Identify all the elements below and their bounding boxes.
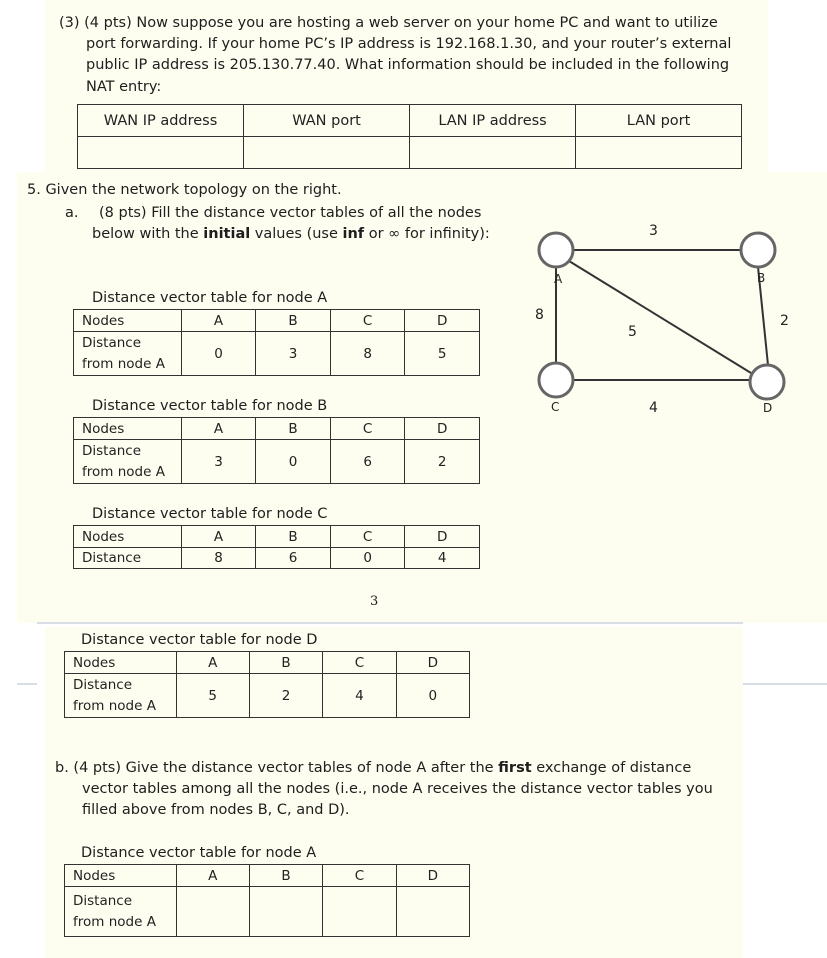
q5a-bold-inf: inf — [342, 226, 365, 242]
dv-table-node-d — [64, 651, 470, 718]
col-d: D — [396, 865, 469, 887]
value-c[interactable]: 4 — [323, 674, 396, 718]
row-label-line-1: Distance — [82, 442, 142, 459]
col-d: D — [405, 310, 480, 332]
col-a: A — [176, 865, 249, 887]
q5a-line-1: (8 pts) Fill the distance vector tables of all the nodes — [99, 205, 482, 221]
q3-line-2: port forwarding. If your home PC’s IP address is 192.168.1.30, and your router’s external — [86, 36, 732, 52]
divider — [743, 683, 827, 685]
node-d — [750, 365, 784, 399]
node-b — [741, 233, 775, 267]
col-c: C — [330, 526, 405, 548]
col-b: B — [249, 652, 322, 674]
q5a-line-2 — [92, 224, 490, 245]
table-ab-caption: Distance vector table for node A — [81, 845, 317, 861]
col-a: A — [181, 526, 256, 548]
value-d[interactable]: 0 — [396, 674, 469, 718]
weight-b-d: 2 — [780, 313, 789, 329]
edge-a-d — [569, 261, 751, 373]
value-b[interactable]: 2 — [249, 674, 322, 718]
value-a[interactable]: 0 — [181, 332, 256, 376]
answer-b[interactable] — [249, 887, 322, 937]
col-b: B — [256, 310, 331, 332]
col-d: D — [405, 526, 480, 548]
col-b: B — [256, 526, 331, 548]
value-c[interactable]: 0 — [330, 548, 405, 569]
row-label — [65, 674, 177, 718]
network-topology — [520, 210, 820, 420]
nat-wan-ip-cell[interactable] — [78, 137, 244, 169]
col-a: A — [181, 418, 256, 440]
node-c — [539, 363, 573, 397]
nat-header-lan-port: LAN port — [576, 105, 742, 137]
node-a — [539, 233, 573, 267]
nat-header-lan-ip: LAN IP address — [410, 105, 576, 137]
col-a: A — [181, 310, 256, 332]
divider — [17, 683, 37, 685]
table-a-caption: Distance vector table for node A — [92, 290, 328, 306]
row-label — [65, 887, 177, 937]
q3-line-1: (3) (4 pts) Now suppose you are hosting a web server on your home PC and want to utilize — [59, 15, 718, 31]
page-number: 3 — [370, 594, 379, 609]
table-d-caption: Distance vector table for node D — [81, 632, 318, 648]
row-label-line-1: Distance — [73, 676, 133, 693]
divider — [37, 622, 743, 624]
nat-lan-ip-cell[interactable] — [410, 137, 576, 169]
row-label-line-2: from node A — [82, 355, 165, 372]
header-nodes: Nodes — [65, 865, 177, 887]
q5b-text-a: b. (4 pts) Give the distance vector tables of node A after the — [55, 760, 499, 776]
col-b: B — [256, 418, 331, 440]
q5b-line-3: filled above from nodes B, C, and D). — [82, 802, 350, 818]
value-a[interactable]: 3 — [181, 440, 256, 484]
q5a-text-b: values (use — [250, 226, 343, 242]
col-d: D — [405, 418, 480, 440]
node-b-label: B — [757, 271, 766, 285]
value-a[interactable]: 5 — [176, 674, 249, 718]
nat-header-wan-ip: WAN IP address — [78, 105, 244, 137]
nat-lan-port-cell[interactable] — [576, 137, 742, 169]
nat-table — [77, 104, 742, 169]
dv-table-node-c — [73, 525, 480, 569]
value-d[interactable]: 5 — [405, 332, 480, 376]
row-label — [74, 440, 182, 484]
value-b[interactable]: 3 — [256, 332, 331, 376]
table-c-caption: Distance vector table for node C — [92, 506, 328, 522]
value-d[interactable]: 4 — [405, 548, 480, 569]
nat-header-wan-port: WAN port — [244, 105, 410, 137]
q3-line-3: public IP address is 205.130.77.40. What information should be included in the following — [86, 57, 730, 73]
answer-d[interactable] — [396, 887, 469, 937]
nat-wan-port-cell[interactable] — [244, 137, 410, 169]
value-c[interactable]: 6 — [330, 440, 405, 484]
answer-a[interactable] — [176, 887, 249, 937]
dv-table-node-a-exchange — [64, 864, 470, 937]
row-label-line-1: Distance — [73, 892, 133, 909]
value-c[interactable]: 8 — [330, 332, 405, 376]
q5b-bold-first: first — [498, 760, 532, 776]
q5b-line-1 — [55, 758, 691, 779]
q5a-label: a. — [65, 205, 79, 221]
q5-title: 5. Given the network topology on the right. — [27, 182, 342, 198]
col-d: D — [396, 652, 469, 674]
row-label: Distance — [74, 548, 182, 569]
table-b-caption: Distance vector table for node B — [92, 398, 328, 414]
node-d-label: D — [763, 401, 773, 415]
weight-a-b: 3 — [649, 223, 658, 239]
q5a-text-c: or ∞ for infinity): — [364, 226, 490, 242]
answer-c[interactable] — [323, 887, 396, 937]
value-a[interactable]: 8 — [181, 548, 256, 569]
node-a-label: A — [554, 272, 563, 286]
q5b-text-b: exchange of distance — [531, 760, 692, 776]
node-c-label: C — [551, 400, 560, 414]
col-c: C — [330, 310, 405, 332]
header-nodes: Nodes — [65, 652, 177, 674]
header-nodes: Nodes — [74, 418, 182, 440]
col-c: C — [323, 652, 396, 674]
dv-table-node-b — [73, 417, 480, 484]
q3-line-4: NAT entry: — [86, 79, 162, 95]
row-label-line-1: Distance — [82, 334, 142, 351]
col-b: B — [249, 865, 322, 887]
weight-c-d: 4 — [649, 400, 658, 416]
row-label-line-2: from node A — [73, 697, 156, 714]
value-d[interactable]: 2 — [405, 440, 480, 484]
dv-table-node-a — [73, 309, 480, 376]
header-nodes: Nodes — [74, 526, 182, 548]
col-a: A — [176, 652, 249, 674]
q5a-bold-initial: initial — [203, 226, 251, 242]
q5a-text-a: below with the — [92, 226, 204, 242]
weight-a-d: 5 — [628, 324, 637, 340]
row-label-line-2: from node A — [82, 463, 165, 480]
col-c: C — [323, 865, 396, 887]
header-nodes: Nodes — [74, 310, 182, 332]
value-b[interactable]: 6 — [256, 548, 331, 569]
weight-a-c: 8 — [535, 307, 544, 323]
col-c: C — [330, 418, 405, 440]
q5b-line-2: vector tables among all the nodes (i.e., node A receives the distance vector tables you — [82, 781, 713, 797]
row-label — [74, 332, 182, 376]
value-b[interactable]: 0 — [256, 440, 331, 484]
row-label-line-2: from node A — [73, 913, 156, 930]
